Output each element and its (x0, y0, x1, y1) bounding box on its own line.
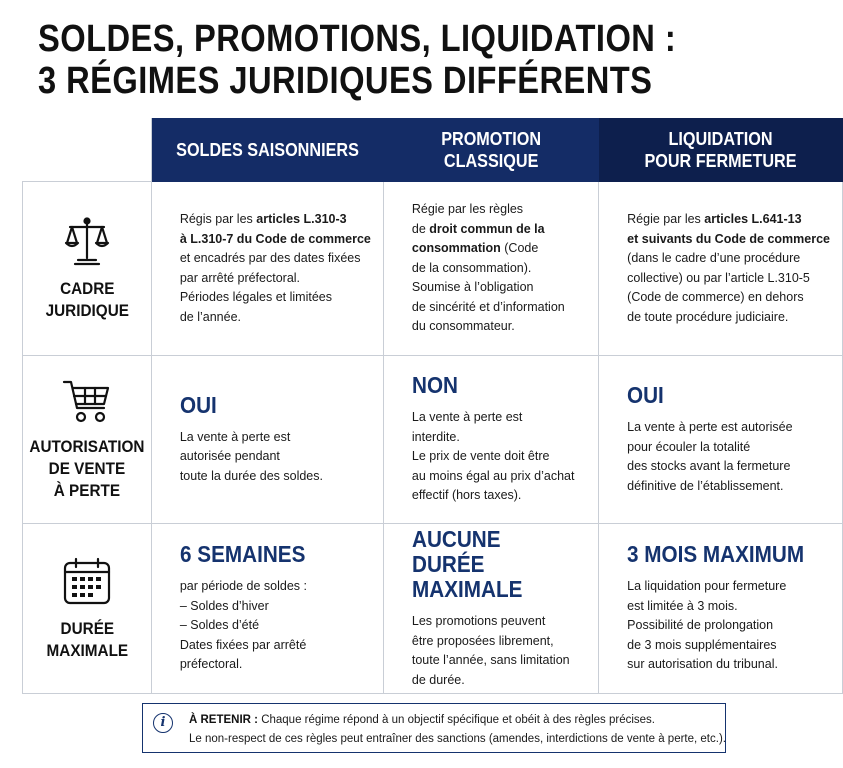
column-header-liquidation: LIQUIDATION POUR FERMETURE (599, 119, 843, 182)
row-cadre-juridique (23, 182, 843, 356)
text-line: de durée. (411, 672, 465, 687)
cell-headline: 3 MOIS MAXIMUM (627, 541, 805, 568)
reminder-line-2: Le non-respect de ces règles peut entraîner des sanctions (amendes, interdictions de vente à perte, etc.). (189, 733, 726, 745)
cell-body (627, 210, 830, 327)
text-line: toute la durée des soldes. (179, 468, 323, 483)
corner-cell (23, 119, 152, 182)
cell-body (180, 577, 371, 675)
cell-headline: OUI (179, 391, 217, 418)
text-line: et encadrés par des dates fixées (179, 251, 361, 265)
row-label-duree: DURÉE MAXIMALE (46, 618, 128, 660)
cell-headline: OUI (627, 382, 664, 408)
cell-vente-soldes (151, 356, 383, 524)
cell-body (180, 210, 371, 327)
cell-cadre-soldes (151, 182, 383, 356)
cell-body (180, 428, 371, 487)
column-header-soldes: SOLDES SAISONNIERS (151, 119, 383, 182)
row-header-vente (23, 356, 152, 524)
info-icon: i (153, 713, 173, 733)
text-line: Périodes légales et limitées (179, 290, 332, 304)
text-line: (Code de commerce) en dehors (627, 290, 804, 304)
reminder-box (142, 703, 726, 753)
row-header-cadre (23, 182, 152, 356)
header-row (23, 119, 843, 182)
text-line: – Soldes d’hiver (179, 598, 269, 613)
text-line: et suivants du Code de commerce (627, 231, 830, 246)
title-line-2: 3 RÉGIMES JURIDIQUES DIFFÉRENTS (38, 60, 653, 102)
text-line: Dates fixées par arrêté (179, 637, 307, 652)
cell-vente-liquidation (599, 356, 843, 524)
text-line: Le prix de vente doit être (411, 449, 550, 464)
row-label-cadre: CADRE JURIDIQUE (45, 278, 129, 320)
text-line: interdite. (411, 429, 460, 444)
text-line: par arrêté préfectoral. (179, 270, 301, 285)
cell-cadre-promotion (383, 182, 598, 356)
cell-body (412, 408, 586, 506)
cell-cadre-liquidation (599, 182, 843, 356)
shopping-cart-icon (62, 378, 112, 424)
text-line: (dans le cadre d’une procédure (627, 251, 801, 265)
cell-duree-promotion (383, 524, 598, 694)
text-line: La liquidation pour fermeture (627, 579, 787, 594)
text-line: des stocks avant la fermeture (627, 459, 791, 473)
reminder-text-1: Chaque régime répond à un objectif spécifique et obéit à des règles précises. (258, 714, 655, 726)
title-line-1: SOLDES, PROMOTIONS, LIQUIDATION : (38, 18, 677, 60)
text-line: Possibilité de prolongation (627, 618, 774, 633)
row-vente-a-perte (23, 356, 843, 524)
text-line: sur autorisation du tribunal. (627, 657, 778, 672)
text-line: consommation (Code (411, 241, 539, 256)
cell-vente-promotion (383, 356, 598, 524)
cell-body (412, 612, 586, 690)
text-line: effectif (hors taxes). (411, 488, 522, 503)
text-line: Régie par les règles (411, 202, 524, 217)
comparison-table (22, 118, 843, 694)
text-line: La vente à perte est (179, 429, 291, 444)
scales-icon (64, 216, 110, 266)
text-line: du consommateur. (411, 319, 515, 334)
row-label-vente: AUTORISATION DE VENTE À PERTE (29, 436, 145, 500)
cell-headline: 6 SEMAINES (179, 541, 306, 568)
cell-headline: AUCUNE DURÉE MAXIMALE (411, 526, 523, 602)
text-line: pour écouler la totalité (627, 439, 751, 454)
text-line: de sincérité et d’information (411, 299, 565, 314)
cell-headline: NON (411, 372, 458, 399)
text-line: toute l’année, sans limitation (411, 653, 570, 667)
column-header-promotion: PROMOTION CLASSIQUE (383, 119, 598, 182)
cell-duree-soldes (151, 524, 383, 694)
text-line: – Soldes d’été (179, 618, 260, 633)
text-line: autorisée pendant (179, 449, 280, 464)
page-title (38, 18, 676, 102)
text-line: de droit commun de la (411, 221, 545, 236)
cell-duree-liquidation (599, 524, 843, 694)
row-header-duree (23, 524, 152, 694)
text-line: La vente à perte est (411, 410, 523, 425)
text-line: de toute procédure judiciaire. (627, 309, 789, 324)
text-line: Les promotions peuvent (411, 614, 546, 628)
calendar-icon (62, 556, 112, 606)
reminder-label: À RETENIR : (189, 714, 258, 726)
text-line: de la consommation). (411, 260, 532, 275)
row-duree-maximale (23, 524, 843, 694)
reminder-line-1 (189, 712, 655, 728)
text-line: Régis par les articles L.310-3 (179, 212, 347, 226)
text-line: de 3 mois supplémentaires (627, 637, 777, 652)
text-line: au moins égal au prix d’achat (411, 468, 575, 483)
text-line: définitive de l’établissement. (627, 478, 784, 493)
text-line: Régie par les articles L.641-13 (627, 212, 802, 226)
text-line: préfectoral. (179, 657, 243, 672)
cell-body (412, 200, 586, 337)
text-line: par période de soldes : (179, 579, 307, 594)
text-line: collective) ou par l’article L.310-5 (627, 270, 810, 285)
text-line: à L.310-7 du Code de commerce (179, 231, 371, 246)
cell-body (627, 577, 830, 675)
text-line: Soumise à l’obligation (411, 280, 534, 295)
text-line: être proposées librement, (411, 633, 554, 648)
text-line: de l’année. (179, 309, 241, 324)
text-line: La vente à perte est autorisée (627, 420, 793, 434)
text-line: est limitée à 3 mois. (627, 598, 738, 613)
cell-body (627, 418, 830, 496)
